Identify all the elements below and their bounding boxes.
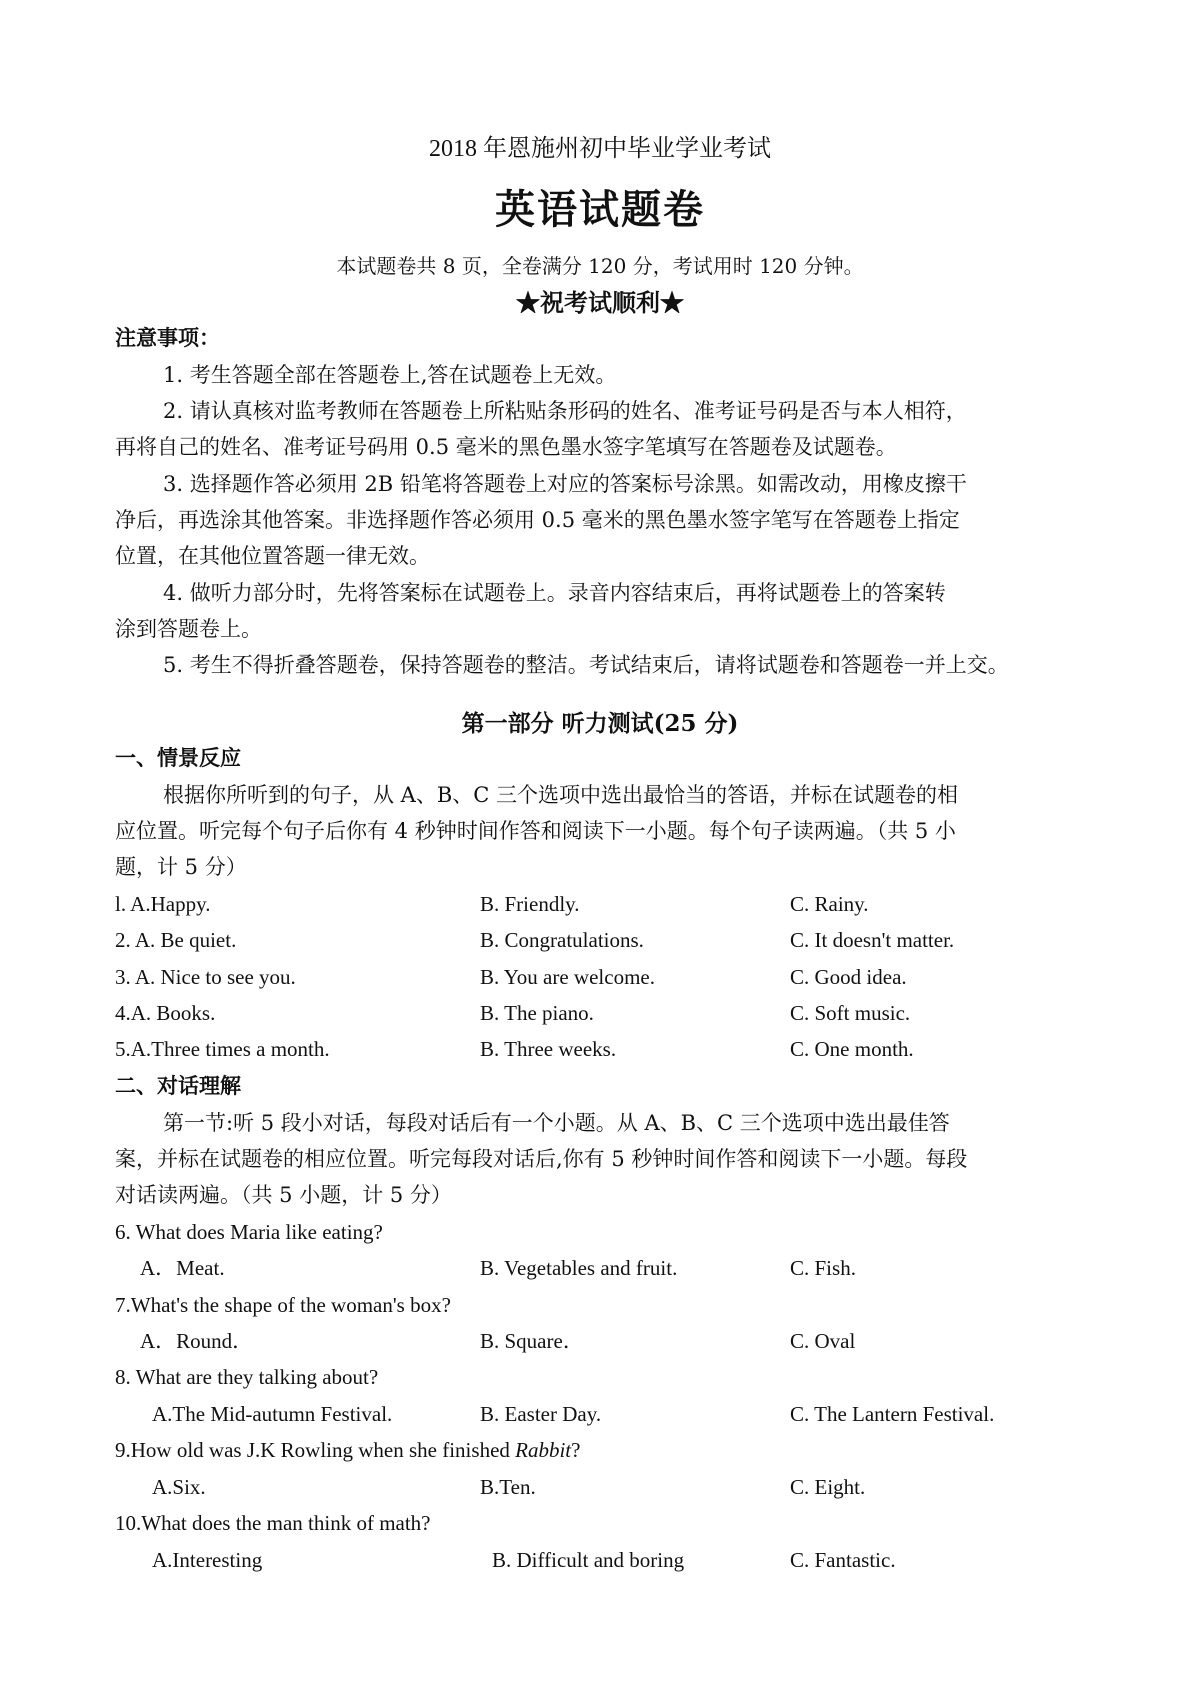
option-a: A．Round．: [140, 1329, 254, 1353]
notice-heading: 注意事项：: [115, 325, 220, 350]
option-a: l. A.Happy.: [115, 892, 211, 916]
option-a: A．Meat.: [140, 1256, 225, 1280]
question-stem-text: 9.How old was J.K Rowling when she finished: [115, 1438, 516, 1462]
option-a: 2. A. Be quiet.: [115, 928, 237, 952]
good-luck-banner: ★祝考试顺利★: [516, 288, 684, 317]
option-b: B. Vegetables and fruit.: [480, 1256, 678, 1280]
question-stem: 7.What's the shape of the woman's box?: [115, 1293, 451, 1317]
option-c: C. Fish.: [790, 1256, 856, 1280]
option-b: B. Difficult and boring: [492, 1548, 685, 1572]
option-b: B. Friendly.: [480, 892, 580, 916]
exam-title: 2018 年恩施州初中毕业学业考试: [429, 136, 771, 162]
option-a: A.Six.: [152, 1475, 206, 1499]
notice-line: 净后，再选涂其他答案。非选择题作答必须用 0.5 毫米的黑色墨水签字笔写在答题卷上指定: [115, 508, 960, 532]
section-one-heading: 一、情景反应: [115, 745, 241, 770]
option-a: A.The Mid-autumn Festival.: [152, 1402, 393, 1426]
option-c: C. It doesn't matter.: [790, 928, 955, 952]
option-c: C. Soft music.: [790, 1001, 911, 1025]
section-two-instructions: 第一节:听 5 段小对话，每段对话后有一个小题。从 A、B、C 三个选项中选出最佳答: [163, 1111, 950, 1135]
option-b: B. The piano.: [480, 1001, 594, 1025]
option-c: C. Eight.: [790, 1475, 866, 1499]
option-a: 3. A. Nice to see you.: [115, 965, 296, 989]
option-b: B. Easter Day.: [480, 1402, 602, 1426]
option-c: C. Rainy.: [790, 892, 869, 916]
part-one-heading: 第一部分 听力测试(25 分): [461, 710, 739, 737]
notice-line: 4. 做听力部分时，先将答案标在试题卷上。录音内容结束后，再将试题卷上的答案转: [163, 581, 946, 605]
question-mark: ?: [571, 1438, 581, 1462]
option-c: C. Fantastic.: [790, 1548, 896, 1572]
notice-line: 再将自己的姓名、准考证号码用 0.5 毫米的黑色墨水签字笔填写在答题卷及试题卷。: [115, 435, 897, 459]
option-a: A.Interesting: [152, 1548, 263, 1572]
option-c: C. One month.: [790, 1037, 914, 1061]
notice-line: 3. 选择题作答必须用 2B 铅笔将答题卷上对应的答案标号涂黑。如需改动，用橡皮擦干: [163, 472, 967, 496]
paper-meta: 本试题卷共 8 页，全卷满分 120 分，考试用时 120 分钟。: [336, 254, 864, 278]
option-b: B. Three weeks.: [480, 1037, 617, 1061]
notice-line: 1. 考生答题全部在答题卷上,答在试题卷上无效。: [163, 363, 617, 387]
question-stem: [115, 1434, 580, 1466]
section-one-instructions: 应位置。听完每个句子后你有 4 秒钟时间作答和阅读下一小题。每个句子读两遍。（共 5 小: [115, 819, 956, 843]
section-two-heading: 二、对话理解: [115, 1073, 241, 1098]
book-title: Rabbit: [515, 1438, 572, 1462]
section-one-instructions: 根据你所听到的句子，从 A、B、C 三个选项中选出最恰当的答语，并标在试题卷的相: [163, 783, 959, 807]
option-c: C. Good idea.: [790, 965, 907, 989]
notice-line: 位置，在其他位置答题一律无效。: [115, 544, 430, 568]
notice-line: 涂到答题卷上。: [115, 617, 262, 641]
option-b: B. You are welcome.: [480, 965, 655, 989]
section-two-instructions: 对话读两遍。（共 5 小题，计 5 分）: [115, 1183, 452, 1207]
paper-title: 英语试题卷: [495, 186, 705, 233]
option-a: 5.A.Three times a month.: [115, 1037, 330, 1061]
section-one-instructions: 题，计 5 分）: [115, 855, 247, 879]
notice-line: 2. 请认真核对监考教师在答题卷上所粘贴条形码的姓名、准考证号码是否与本人相符，: [163, 399, 967, 423]
question-stem: 10.What does the man think of math?: [115, 1511, 431, 1535]
option-b: B. Square．: [480, 1329, 584, 1353]
option-a: 4.A. Books.: [115, 1001, 216, 1025]
question-stem: 6. What does Maria like eating?: [115, 1220, 383, 1244]
option-c: C. Oval: [790, 1329, 856, 1353]
option-b: B. Congratulations.: [480, 928, 644, 952]
option-c: C. The Lantern Festival.: [790, 1402, 995, 1426]
section-two-instructions: 案，并标在试题卷的相应位置。听完每段对话后,你有 5 秒钟时间作答和阅读下一小题。每段: [115, 1147, 968, 1171]
notice-line: 5. 考生不得折叠答题卷，保持答题卷的整洁。考试结束后，请将试题卷和答题卷一并上交。: [163, 653, 1009, 677]
question-stem: 8. What are they talking about?: [115, 1365, 379, 1389]
option-b: B.Ten.: [480, 1475, 536, 1499]
